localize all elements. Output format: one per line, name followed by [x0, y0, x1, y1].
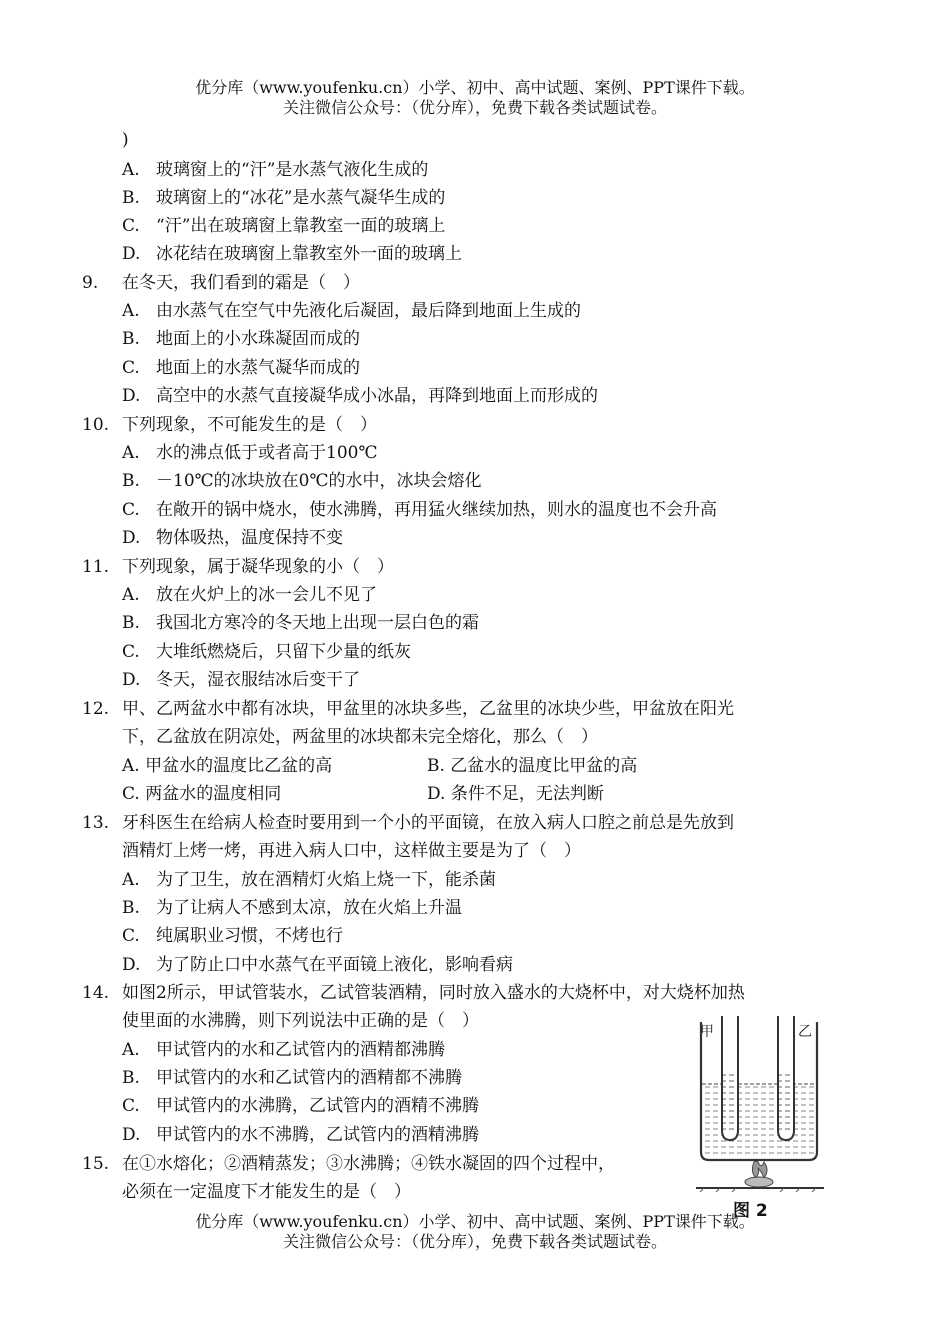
q14-option-a-letter: A.	[122, 1040, 140, 1060]
q9-option-b-text: 地面上的小水珠凝固而成的	[156, 329, 360, 349]
q14-option-c-letter: C.	[122, 1096, 140, 1116]
footer-line-2: 关注微信公众号：（优分库），免费下载各类试题试卷。	[282, 1232, 667, 1251]
flame-icon	[752, 1161, 767, 1178]
q14-option-d-text: 甲试管内的水不沸腾，乙试管内的酒精沸腾	[156, 1125, 479, 1145]
q12-option-a: A. 甲盆水的温度比乙盆的高	[122, 756, 333, 776]
q9-option-d-text: 高空中的水蒸气直接凝华成小冰晶，再降到地面上而形成的	[156, 386, 598, 406]
q15-stem-line-2: 必须在一定温度下才能发生的是（ ）	[122, 1182, 411, 1202]
q14-option-a-text: 甲试管内的水和乙试管内的酒精都沸腾	[156, 1040, 445, 1060]
q12-stem-line-1: 甲、乙两盆水中都有冰块，甲盆里的冰块多些，乙盆里的冰块少些，甲盆放在阳光	[122, 699, 734, 719]
q10-option-b-letter: B.	[122, 471, 140, 491]
q11-option-b-letter: B.	[122, 613, 140, 633]
beaker-water	[702, 1084, 816, 1158]
q12-option-b: B. 乙盆水的温度比甲盆的高	[427, 756, 638, 776]
q11-option-d-letter: D.	[122, 670, 141, 690]
q13-option-b-text: 为了让病人不感到太凉，放在火焰上升温	[156, 898, 462, 918]
q14-stem-line-2: 使里面的水沸腾，则下列说法中正确的是（ ）	[122, 1011, 479, 1031]
tube-right-liquid	[779, 1072, 793, 1134]
q15-stem-line-1: 在①水熔化；②酒精蒸发；③水沸腾；④铁水凝固的四个过程中，	[122, 1154, 615, 1174]
q14-number: 14.	[82, 983, 110, 1003]
q8-option-d-letter: D.	[122, 244, 141, 264]
q9-option-c-letter: C.	[122, 358, 140, 378]
q15-number: 15.	[82, 1154, 110, 1174]
q11-option-b-text: 我国北方寒冷的冬天地上出现一层白色的霜	[156, 613, 479, 633]
q10-option-d-text: 物体吸热，温度保持不变	[156, 528, 343, 548]
page-header	[0, 78, 950, 118]
q14-option-b-letter: B.	[122, 1068, 140, 1088]
q13-option-a-text: 为了卫生，放在酒精灯火焰上烧一下，能杀菌	[156, 870, 496, 890]
q13-option-c-text: 纯属职业习惯，不烤也行	[156, 926, 343, 946]
q13-stem-line-2: 酒精灯上烤一烤，再进入病人口中，这样做主要是为了（ ）	[122, 841, 581, 861]
page-footer	[0, 1212, 950, 1252]
q9-option-a-letter: A.	[122, 301, 140, 321]
q8-option-a-letter: A.	[122, 160, 140, 180]
q13-option-a-letter: A.	[122, 870, 140, 890]
q14-option-d-letter: D.	[122, 1125, 141, 1145]
q11-option-d-text: 冬天，湿衣服结冰后变干了	[156, 670, 360, 690]
q10-stem: 下列现象，不可能发生的是（ ）	[122, 415, 377, 435]
q10-option-c-letter: C.	[122, 500, 140, 520]
burner-icon	[745, 1177, 773, 1187]
q11-stem: 下列现象，属于凝华现象的小（ ）	[122, 557, 394, 577]
q9-option-b-letter: B.	[122, 329, 140, 349]
q8-option-d-text: 冰花结在玻璃窗上靠教室外一面的玻璃上	[156, 244, 462, 264]
q9-option-c-text: 地面上的水蒸气凝华而成的	[156, 358, 360, 378]
q9-number: 9.	[82, 273, 99, 293]
q13-option-c-letter: C.	[122, 926, 140, 946]
header-line-1: 优分库（www.youfenku.cn）小学、初中、高中试题、案例、PPT课件下载。	[195, 78, 755, 97]
q8-option-b-text: 玻璃窗上的“冰花”是水蒸气凝华生成的	[156, 188, 446, 208]
carry-over-paren: )	[122, 130, 129, 150]
footer-line-1: 优分库（www.youfenku.cn）小学、初中、高中试题、案例、PPT课件下载。	[195, 1212, 755, 1231]
figure-label-right: 乙	[798, 1024, 812, 1040]
q10-option-b-text: －10℃的冰块放在0℃的水中，冰块会熔化	[156, 471, 482, 491]
q12-number: 12.	[82, 699, 110, 719]
figure-label-left: 甲	[700, 1024, 714, 1040]
q13-option-d-letter: D.	[122, 955, 141, 975]
q14-stem-line-1: 如图2所示，甲试管装水，乙试管装酒精，同时放入盛水的大烧杯中，对大烧杯加热	[122, 983, 745, 1003]
q8-option-c-text: “汗”出在玻璃窗上靠教室一面的玻璃上	[156, 216, 446, 236]
figure-caption: 图 2	[733, 1201, 768, 1221]
q11-option-c-text: 大堆纸燃烧后，只留下少量的纸灰	[156, 642, 411, 662]
q9-option-a-text: 由水蒸气在空气中先液化后凝固，最后降到地面上生成的	[156, 301, 581, 321]
q10-number: 10.	[82, 415, 110, 435]
q13-option-d-text: 为了防止口中水蒸气在平面镜上液化，影响看病	[156, 955, 513, 975]
header-line-2: 关注微信公众号：（优分库），免费下载各类试题试卷。	[282, 98, 667, 117]
q14-option-c-text: 甲试管内的水沸腾，乙试管内的酒精不沸腾	[156, 1096, 479, 1116]
q12-stem-line-2: 下，乙盆放在阴凉处，两盆里的冰块都未完全熔化，那么（ ）	[122, 727, 598, 747]
q8-option-a-text: 玻璃窗上的“汗”是水蒸气液化生成的	[156, 160, 429, 180]
figure-beaker-test-tubes	[696, 1012, 826, 1192]
q11-option-c-letter: C.	[122, 642, 140, 662]
q11-option-a-letter: A.	[122, 585, 140, 605]
q11-option-a-text: 放在火炉上的冰一会儿不见了	[156, 585, 377, 605]
q10-option-c-text: 在敞开的锅中烧水，使水沸腾，再用猛火继续加热，则水的温度也不会升高	[156, 500, 717, 520]
q12-option-d: D. 条件不足，无法判断	[427, 784, 604, 804]
q9-option-d-letter: D.	[122, 386, 141, 406]
q12-option-c: C. 两盆水的温度相同	[122, 784, 282, 804]
tube-left-liquid	[723, 1072, 737, 1134]
q8-option-c-letter: C.	[122, 216, 140, 236]
q13-number: 13.	[82, 813, 110, 833]
q14-option-b-text: 甲试管内的水和乙试管内的酒精都不沸腾	[156, 1068, 462, 1088]
q10-option-a-text: 水的沸点低于或者高于100℃	[156, 443, 378, 463]
q8-option-b-letter: B.	[122, 188, 140, 208]
q10-option-d-letter: D.	[122, 528, 141, 548]
q10-option-a-letter: A.	[122, 443, 140, 463]
q11-number: 11.	[82, 557, 110, 577]
q13-option-b-letter: B.	[122, 898, 140, 918]
q9-stem: 在冬天，我们看到的霜是（ ）	[122, 273, 360, 293]
q13-stem-line-1: 牙科医生在给病人检查时要用到一个小的平面镜，在放入病人口腔之前总是先放到	[122, 813, 734, 833]
